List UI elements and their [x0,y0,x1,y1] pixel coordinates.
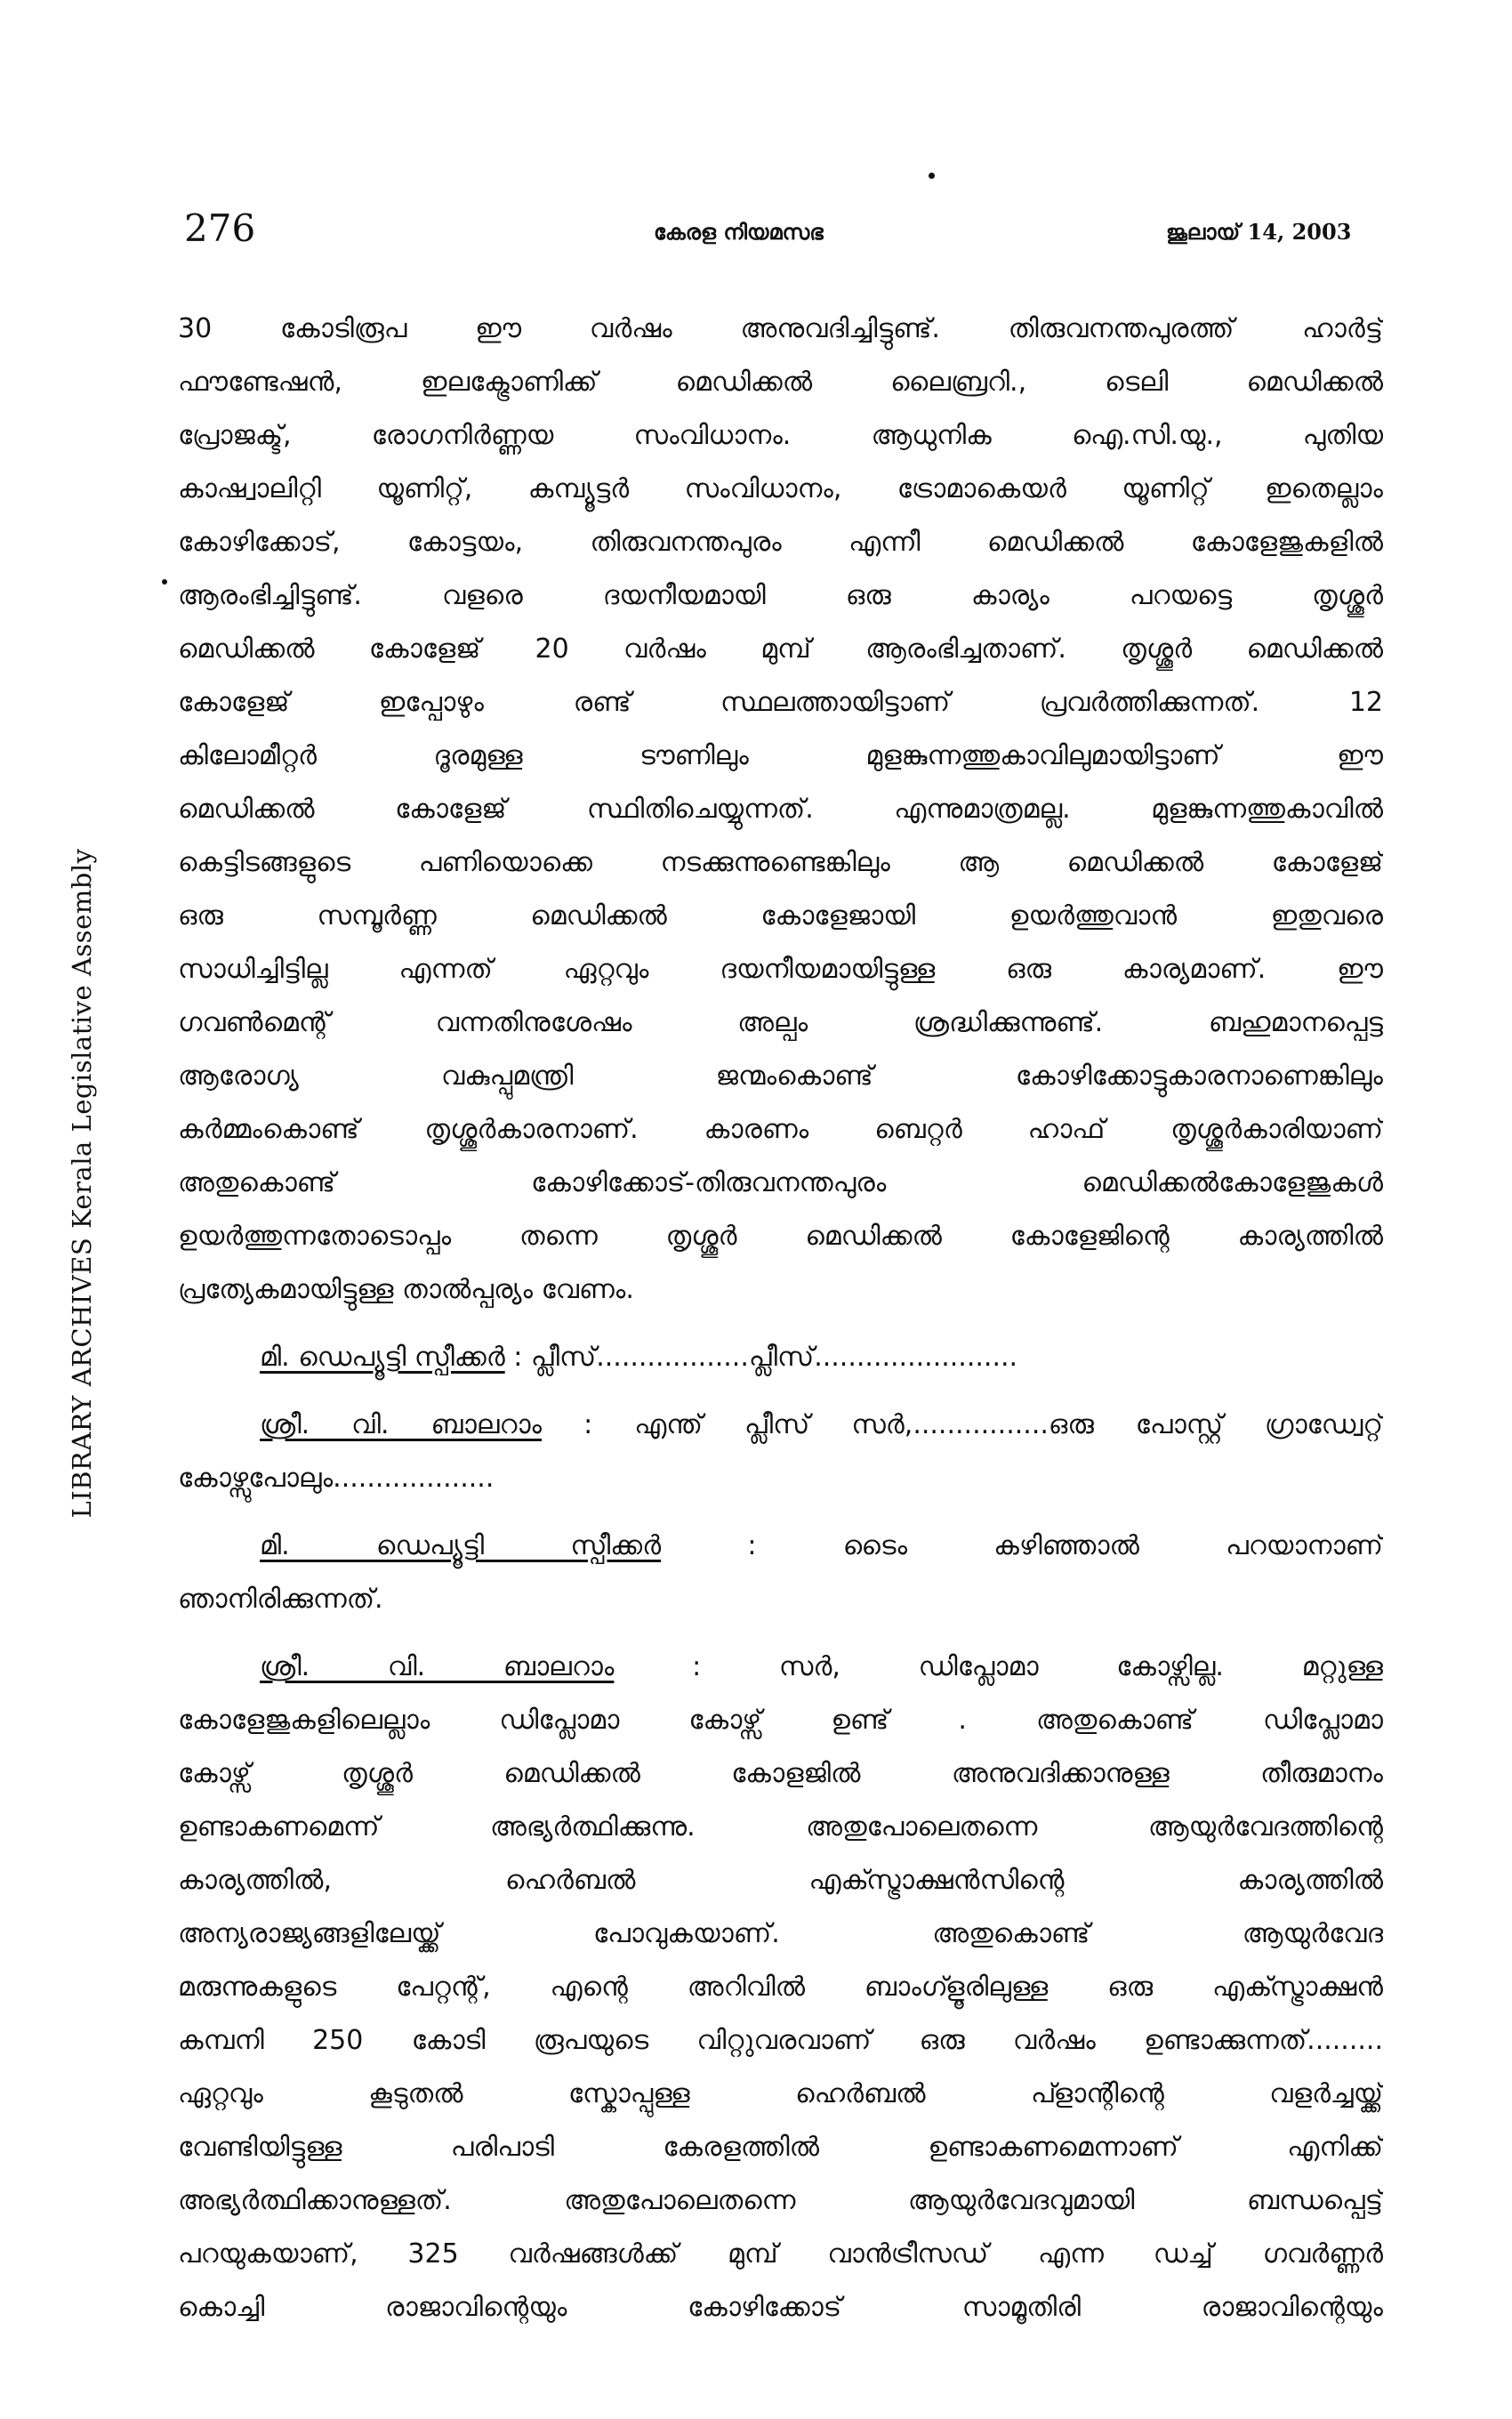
text-line: ആരംഭിച്ചിട്ടുണ്ട്. വളരെ ദയനീയമായി ഒരു കാര്യം പറയട്ടെ തൃശ്ശൂർ [178,580,1383,611]
speech-text: : എന്ത് പ്ലീസ് സർ,................ഒരു പോസ്റ്റ് ഗ്രാഡ്വേറ്റ് [542,1409,1383,1440]
text-line: കോഴ്സ് തൃശ്ശൂർ മെഡിക്കൽ കോളജിൽ അനുവദിക്കാനുള്ള തീരുമാനം [178,1758,1383,1789]
text-line: കോളേജ് ഇപ്പോഴും രണ്ട് സ്ഥലത്തായിട്ടാണ് പ്രവർത്തിക്കുന്നത്. 12 [178,687,1383,718]
speech-entry [178,1331,1383,1384]
paragraph [178,302,1383,1317]
text-line: വേണ്ടിയിട്ടുള്ള പരിപാടി കേരളത്തിൽ ഉണ്ടാകണമെന്നാണ് എനിക്ക് [178,2132,1383,2163]
text-line: അതുകൊണ്ട് കോഴിക്കോട്-തിരുവനന്തപുരം മെഡിക്കൽകോളേജുകൾ [178,1167,1383,1198]
text-line: പറയുകയാണ്, 325 വർഷങ്ങൾക്ക് മുമ്പ് വാൻട്രീസഡ് എന്ന ഡച്ച് ഗവർണ്ണർ [178,2238,1383,2270]
speaker-name: മി. ഡെപ്യൂട്ടി സ്പീക്കർ [260,1530,662,1561]
print-speck [162,579,167,585]
text-line: മെഡിക്കൽ കോളേജ് സ്ഥിതിചെയ്യുന്നത്. എന്നുമാത്രമല്ല. മുളങ്കുന്നത്തുകാവിൽ [178,794,1383,825]
speech-first-line [178,1399,1383,1452]
text-line: കാര്യത്തിൽ, ഹെർബൽ എക്സ്ട്രാക്ഷൻസിന്റെ കാര്യത്തിൽ [178,1865,1383,1896]
speech-entry [178,1641,1383,2334]
text-line: ഒരു സമ്പൂർണ്ണ മെഡിക്കൽ കോളേജായി ഉയർത്തുവാൻ ഇതുവരെ [178,900,1383,931]
text-line: മെഡിക്കൽ കോളേജ് 20 വർഷം മുമ്പ് ആരംഭിച്ചതാണ്. തൃശ്ശൂർ മെഡിക്കൽ [178,633,1383,665]
text-line: കൊച്ചി രാജാവിന്റെയും കോഴിക്കോട് സാമൂതിരി രാജാവിന്റെയും [178,2292,1383,2323]
text-line: കോളേജുകളിലെല്ലാം ഡിപ്ലോമാ കോഴ്സ് ഉണ്ട് . അതുകൊണ്ട് ഡിപ്ലോമാ [178,1705,1383,1736]
speaker-name: ശ്രീ. വി. ബാലറാം [260,1651,615,1682]
text-line: സാധിച്ചിട്ടില്ല എന്നത് ഏറ്റവും ദയനീയമായിട്ടുള്ള ഒരു കാര്യമാണ്. ഈ [178,954,1383,985]
text-line: ഞാനിരിക്കുന്നത്. [178,1584,383,1615]
speaker-name: ശ്രീ. വി. ബാലറാം [260,1409,543,1440]
text-line: കോഴിക്കോട്, കോട്ടയം, തിരുവനന്തപുരം എന്നീ മെഡിക്കൽ കോളേജുകളിൽ [178,527,1383,558]
speaker-name: മി. ഡെപ്യൂട്ടി സ്പീക്കർ [260,1342,505,1373]
text-line: പ്രത്യേകമായിട്ടുള്ള താൽപ്പര്യം വേണം. [178,1274,634,1305]
speech-text: : സർ, ഡിപ്ലോമാ കോഴ്സില്ല. മറ്റുള്ള [614,1651,1383,1682]
speech-first-line [178,1331,1383,1384]
text-line: കെട്ടിടങ്ങളുടെ പണിയൊക്കെ നടക്കുന്നുണ്ടെങ്കിലും ആ മെഡിക്കൽ കോളേജ് [178,847,1383,878]
speech-first-line [178,1641,1383,1694]
body-text [178,302,1383,2334]
speech-text: : ടൈം കഴിഞ്ഞാൽ പറയാനാണ് [661,1530,1383,1561]
text-line: കമ്പനി 250 കോടി രൂപയുടെ വിറ്റുവരവാണ് ഒരു വർഷം ഉണ്ടാക്കുന്നത്......... [178,2025,1383,2056]
text-line: മരുന്നുകളുടെ പേറ്റന്റ്, എന്റെ അറിവിൽ ബാംഗ്ളൂരിലുള്ള ഒരു എക്സ്ട്രാക്ഷൻ [178,1971,1383,2003]
archive-watermark: LIBRARY ARCHIVES Kerala Legislative Assembly [67,848,97,1519]
speech-entry [178,1520,1383,1626]
speech-entry [178,1399,1383,1505]
running-header-title: കേരള നിയമസഭ [654,219,824,245]
print-speck [929,173,935,179]
text-line: പ്രോജക്ട്, രോഗനിർണ്ണയ സംവിധാനം. ആധുനിക ഐ.സി.യു., പുതിയ [178,420,1383,451]
speech-text: : പ്ലീസ്..................പ്ലീസ്........................ [504,1342,1018,1373]
text-line: അഭ്യർത്ഥിക്കാനുള്ളത്. അതുപോലെതന്നെ ആയുർവേദവുമായി ബന്ധപ്പെട്ട് [178,2185,1383,2216]
text-line: 30 കോടിരൂപ ഈ വർഷം അനുവദിച്ചിട്ടുണ്ട്. തിരുവനന്തപുരത്ത് ഹാർട്ട് [178,313,1383,344]
text-line: കർമ്മംകൊണ്ട് തൃശ്ശൂർകാരനാണ്. കാരണം ബെറ്റർ ഹാഫ് തൃശ്ശൂർകാരിയാണ് [178,1114,1383,1145]
text-line: ആരോഗ്യ വകുപ്പുമന്ത്രി ജന്മംകൊണ്ട് കോഴിക്കോട്ടുകാരനാണെങ്കിലും [178,1060,1383,1092]
text-line: ഉയർത്തുന്നതോടൊപ്പം തന്നെ തൃശ്ശൂർ മെഡിക്കൽ കോളേജിന്റെ കാര്യത്തിൽ [178,1221,1383,1252]
running-header-date: ജൂലായ് 14, 2003 [1166,219,1352,245]
text-line: ഏറ്റവും കൂടുതൽ സ്കോപ്പുള്ള ഹെർബൽ പ്ളാന്റിന്റെ വളർച്ചയ്ക്ക് [178,2078,1383,2109]
text-line: ഉണ്ടാകണമെന്ന് അഭ്യർത്ഥിക്കുന്നു. അതുപോലെതന്നെ ആയുർവേദത്തിന്റെ [178,1811,1383,1842]
text-line: അന്യരാജ്യങ്ങളിലേയ്ക്ക് പോവുകയാണ്. അതുകൊണ്ട് ആയുർവേദ [178,1918,1383,1949]
text-line: കോഴ്സുപോലും................... [178,1463,495,1494]
text-line: കിലോമീറ്റർ ദൂരമുള്ള ടൗണിലും മുളങ്കുന്നത്തുകാവിലുമായിട്ടാണ് ഈ [178,740,1383,771]
page-number: 276 [184,206,256,250]
speech-first-line [178,1520,1383,1573]
text-line: ഫൗണ്ടേഷൻ, ഇലക്ട്രോണിക്ക് മെഡിക്കൽ ലൈബ്രറി., ടെലി മെഡിക്കൽ [178,367,1383,398]
text-line: കാഷ്വാലിറ്റി യൂണിറ്റ്, കമ്പ്യൂട്ടർ സംവിധാനം, ട്രോമാകെയർ യൂണിറ്റ് ഇതെല്ലാം [178,473,1383,504]
text-line: ഗവൺമെന്റ് വന്നതിനുശേഷം അല്പം ശ്രദ്ധിക്കുന്നുണ്ട്. ബഹുമാനപ്പെട്ട [178,1007,1383,1038]
